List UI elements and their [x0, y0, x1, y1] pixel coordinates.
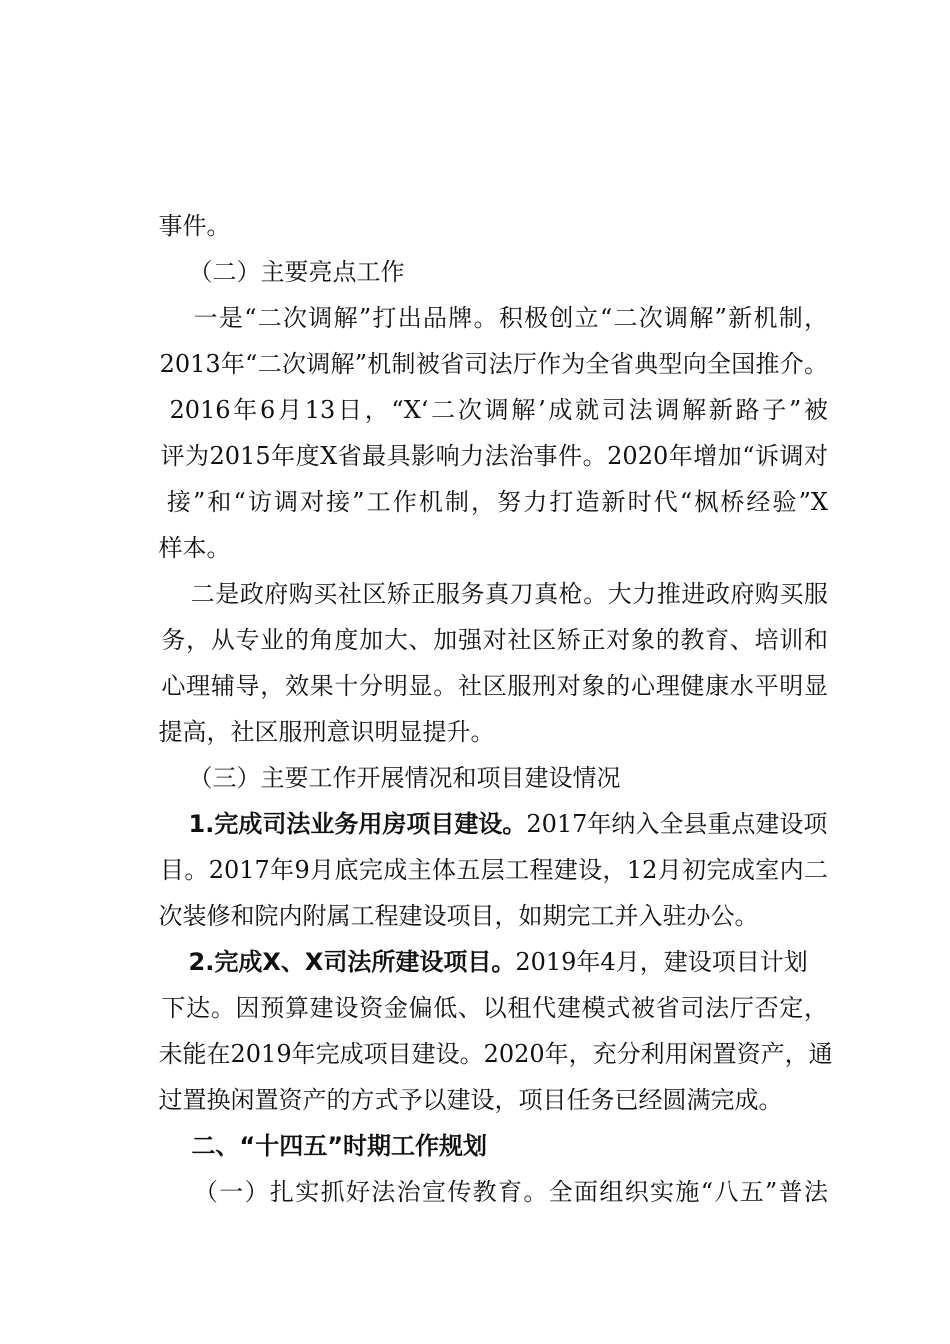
item-title-1: 1.完成司法业务用房项目建设。: [188, 810, 527, 838]
line-text: 2019年4月，建设项目计划: [515, 948, 808, 976]
item-title-2: 2.完成X、X司法所建设项目。: [188, 948, 516, 976]
line-text: 务，从专业的角度加大、加强对社区矫正对象的教育、培训和: [161, 626, 829, 654]
line-text: 未能在2019年完成项目建设。2020年，充分利用闲置资产，通: [158, 1040, 833, 1068]
line-text: 二是政府购买社区矫正服务真刀真枪。大力推进政府购买服: [190, 580, 829, 608]
paragraph-line: [128, 172, 828, 240]
line-text: 2017年纳入全县重点建设项: [526, 810, 828, 838]
line-text: （一）扎实抓好法治宣传教育。全面组织实施“八五”普法: [193, 1178, 828, 1206]
line-text: 次装修和院内附属工程建设项目，如期完工并入驻办公。: [158, 902, 759, 930]
paragraph-line: [158, 1138, 828, 1206]
paragraph-line: [128, 402, 828, 470]
paragraph-line: [128, 954, 829, 1022]
paragraph-line: [158, 908, 828, 976]
paragraph-line: [128, 310, 829, 378]
heading-text: （二）主要亮点工作: [188, 258, 405, 286]
line-text: 接”和“访调对接”工作机制，努力打造新时代“枫桥经验”X: [166, 488, 828, 516]
paragraph-line: [128, 632, 829, 700]
paragraph-line: [128, 356, 828, 424]
paragraph-line: [128, 1000, 833, 1068]
section-heading-3: [158, 724, 858, 792]
line-text: 2016年6月13日，“X‘二次调解’成就司法调解新路子”被: [169, 396, 828, 424]
paragraph-line: [158, 264, 829, 332]
line-text: 评为2015年度X省最具影响力法治事件。2020年增加“诉调对: [160, 442, 828, 470]
paragraph-line: [128, 862, 828, 930]
paragraph-line: [128, 586, 829, 654]
paragraph-line: [128, 1046, 828, 1114]
heading-text: （三）主要工作开展情况和项目建设情况: [188, 764, 621, 792]
section-heading-main: [158, 1092, 858, 1160]
paragraph-line: [128, 816, 829, 884]
paragraph-line: [128, 678, 828, 746]
line-text: 提高，社区服刑意识明显提升。: [158, 718, 495, 746]
paragraph-line: [128, 494, 828, 562]
section-heading-2: [158, 218, 858, 286]
line-text: 过置换闲置资产的方式予以建设，项目任务已经圆满完成。: [158, 1086, 783, 1114]
line-text: 一是“二次调解”打出品牌。积极创立“二次调解”新机制，: [193, 304, 829, 332]
line-text: 心理辅导，效果十分明显。社区服刑对象的心理健康水平明显: [161, 672, 829, 700]
line-text: 事件。: [158, 212, 231, 240]
paragraph-line: [158, 770, 828, 838]
paragraph-line: [128, 448, 828, 516]
line-text: 样本。: [158, 534, 231, 562]
paragraph-line: [158, 540, 829, 608]
line-text: 2013年“二次调解”机制被省司法厅作为全省典型向全国推介。: [159, 350, 829, 378]
line-text: 下达。因预算建设资金偏低、以租代建模式被省司法厅否定，: [161, 994, 829, 1022]
heading-text: 二、“十四五”时期工作规划: [191, 1132, 487, 1160]
line-text: 目。2017年9月底完成主体五层工程建设，12月初完成室内二: [159, 856, 829, 884]
